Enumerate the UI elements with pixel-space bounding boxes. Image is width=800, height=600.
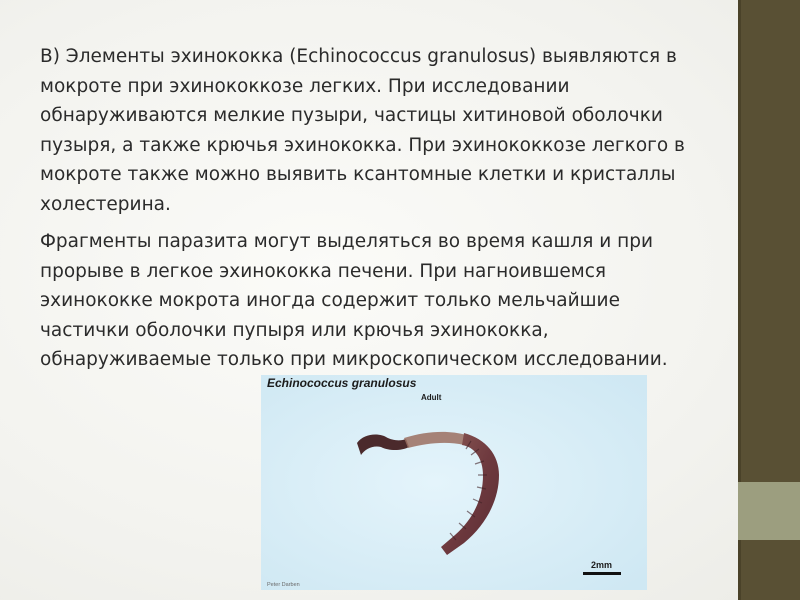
scale-label: 2mm [591, 560, 613, 570]
slide-body-text [40, 42, 700, 375]
scale-bar [583, 572, 621, 575]
decorative-sidebar [738, 0, 800, 600]
sidebar-accent-block [738, 482, 800, 540]
figure-title: Echinococcus granulosus [267, 376, 417, 390]
photo-credit: Peter Darben [267, 582, 300, 588]
figure-subtitle: Adult [421, 393, 442, 402]
paragraph-2: Фрагменты паразита могут выделяться во время кашля и при прорыве в легкое эхинококка печени. При нагноившемся эхинококке мокрота иногда содержит только мельчайшие частички оболочки пупыря или крючья эхинококка, обнаруживаемые только при микроскопическом исследовании. [40, 231, 668, 370]
echinococcus-photo [261, 375, 647, 590]
specimen-illustration [261, 375, 647, 590]
photo-background [261, 375, 647, 590]
paragraph-1: В) Элементы эхинококка (Echinococcus granulosus) выявляются в мокроте при эхинококкозе легких. При исследовании обнаруживаются мелкие пузыри, частицы хитиновой оболочки пузыря, а также крючья эхинококка. При эхинококкозе легкого в мокроте также можно выявить ксантомные клетки и кристаллы холестерина. [40, 46, 685, 215]
